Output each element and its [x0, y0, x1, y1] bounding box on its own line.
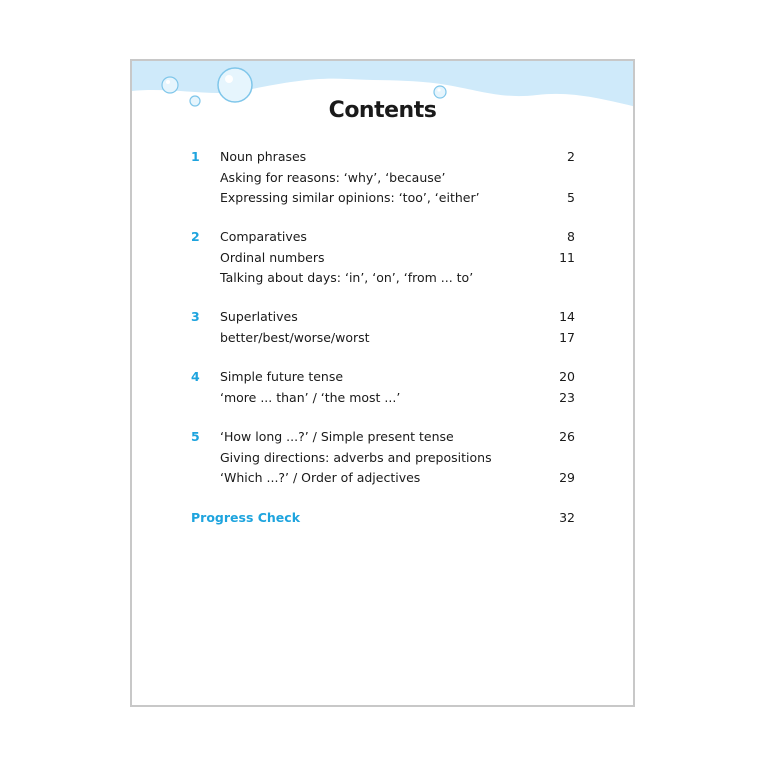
topic-text: Noun phrases	[220, 149, 307, 164]
topic-text: Superlatives	[220, 309, 298, 324]
topic-text: Simple future tense	[220, 369, 344, 384]
bubble-icon	[218, 68, 252, 102]
toc-row	[132, 227, 633, 247]
topic-text: Ordinal numbers	[220, 249, 325, 265]
toc-row	[132, 388, 633, 408]
toc-row	[132, 147, 633, 167]
topic-text: Expressing similar opinions: ‘too’, ‘either’	[220, 190, 480, 205]
unit-number: 4	[191, 369, 200, 384]
bubble-icon	[162, 77, 178, 93]
topic-text: Giving directions: adverbs and prepositions	[220, 449, 492, 465]
unit-number: 2	[191, 229, 200, 244]
toc-row	[132, 307, 633, 327]
progress-check-label: Progress Check	[191, 510, 301, 525]
page-number: 23	[559, 389, 575, 405]
page-number: 2	[567, 149, 575, 164]
topic-text: Asking for reasons: ‘why’, ‘because’	[220, 169, 446, 185]
unit-number: 5	[191, 429, 200, 444]
page-number: 5	[567, 190, 575, 205]
topic-text: better/best/worse/worst	[220, 329, 370, 345]
progress-check-page: 32	[559, 510, 575, 525]
page-number: 20	[559, 369, 575, 384]
page-title: Contents	[328, 98, 437, 123]
page-number: 29	[559, 470, 575, 485]
progress-check-row	[132, 508, 633, 528]
toc-row	[132, 248, 633, 268]
topic-text: Comparatives	[220, 229, 307, 244]
toc-row	[132, 328, 633, 348]
topic-text: ‘How long ...?’ / Simple present tense	[220, 429, 454, 444]
topic-text: ‘more ... than’ / ‘the most ...’	[220, 389, 401, 405]
toc-row	[132, 427, 633, 447]
topic-text: ‘Which ...?’ / Order of adjectives	[220, 470, 421, 485]
toc-row	[132, 367, 633, 387]
toc-row	[132, 188, 633, 208]
page-number: 8	[567, 229, 575, 244]
page-number: 26	[559, 429, 575, 444]
page-number: 14	[559, 309, 575, 324]
toc-row	[132, 168, 633, 188]
toc-row	[132, 468, 633, 488]
toc-row	[132, 268, 633, 288]
page-number: 17	[559, 329, 575, 345]
topic-text: Talking about days: ‘in’, ‘on’, ‘from ... to’	[220, 270, 474, 285]
unit-number: 3	[191, 309, 200, 324]
page-number: 11	[559, 249, 575, 265]
bubble-icon	[434, 86, 446, 98]
toc-row	[132, 448, 633, 468]
unit-number: 1	[191, 149, 200, 164]
contents-page	[130, 59, 635, 707]
